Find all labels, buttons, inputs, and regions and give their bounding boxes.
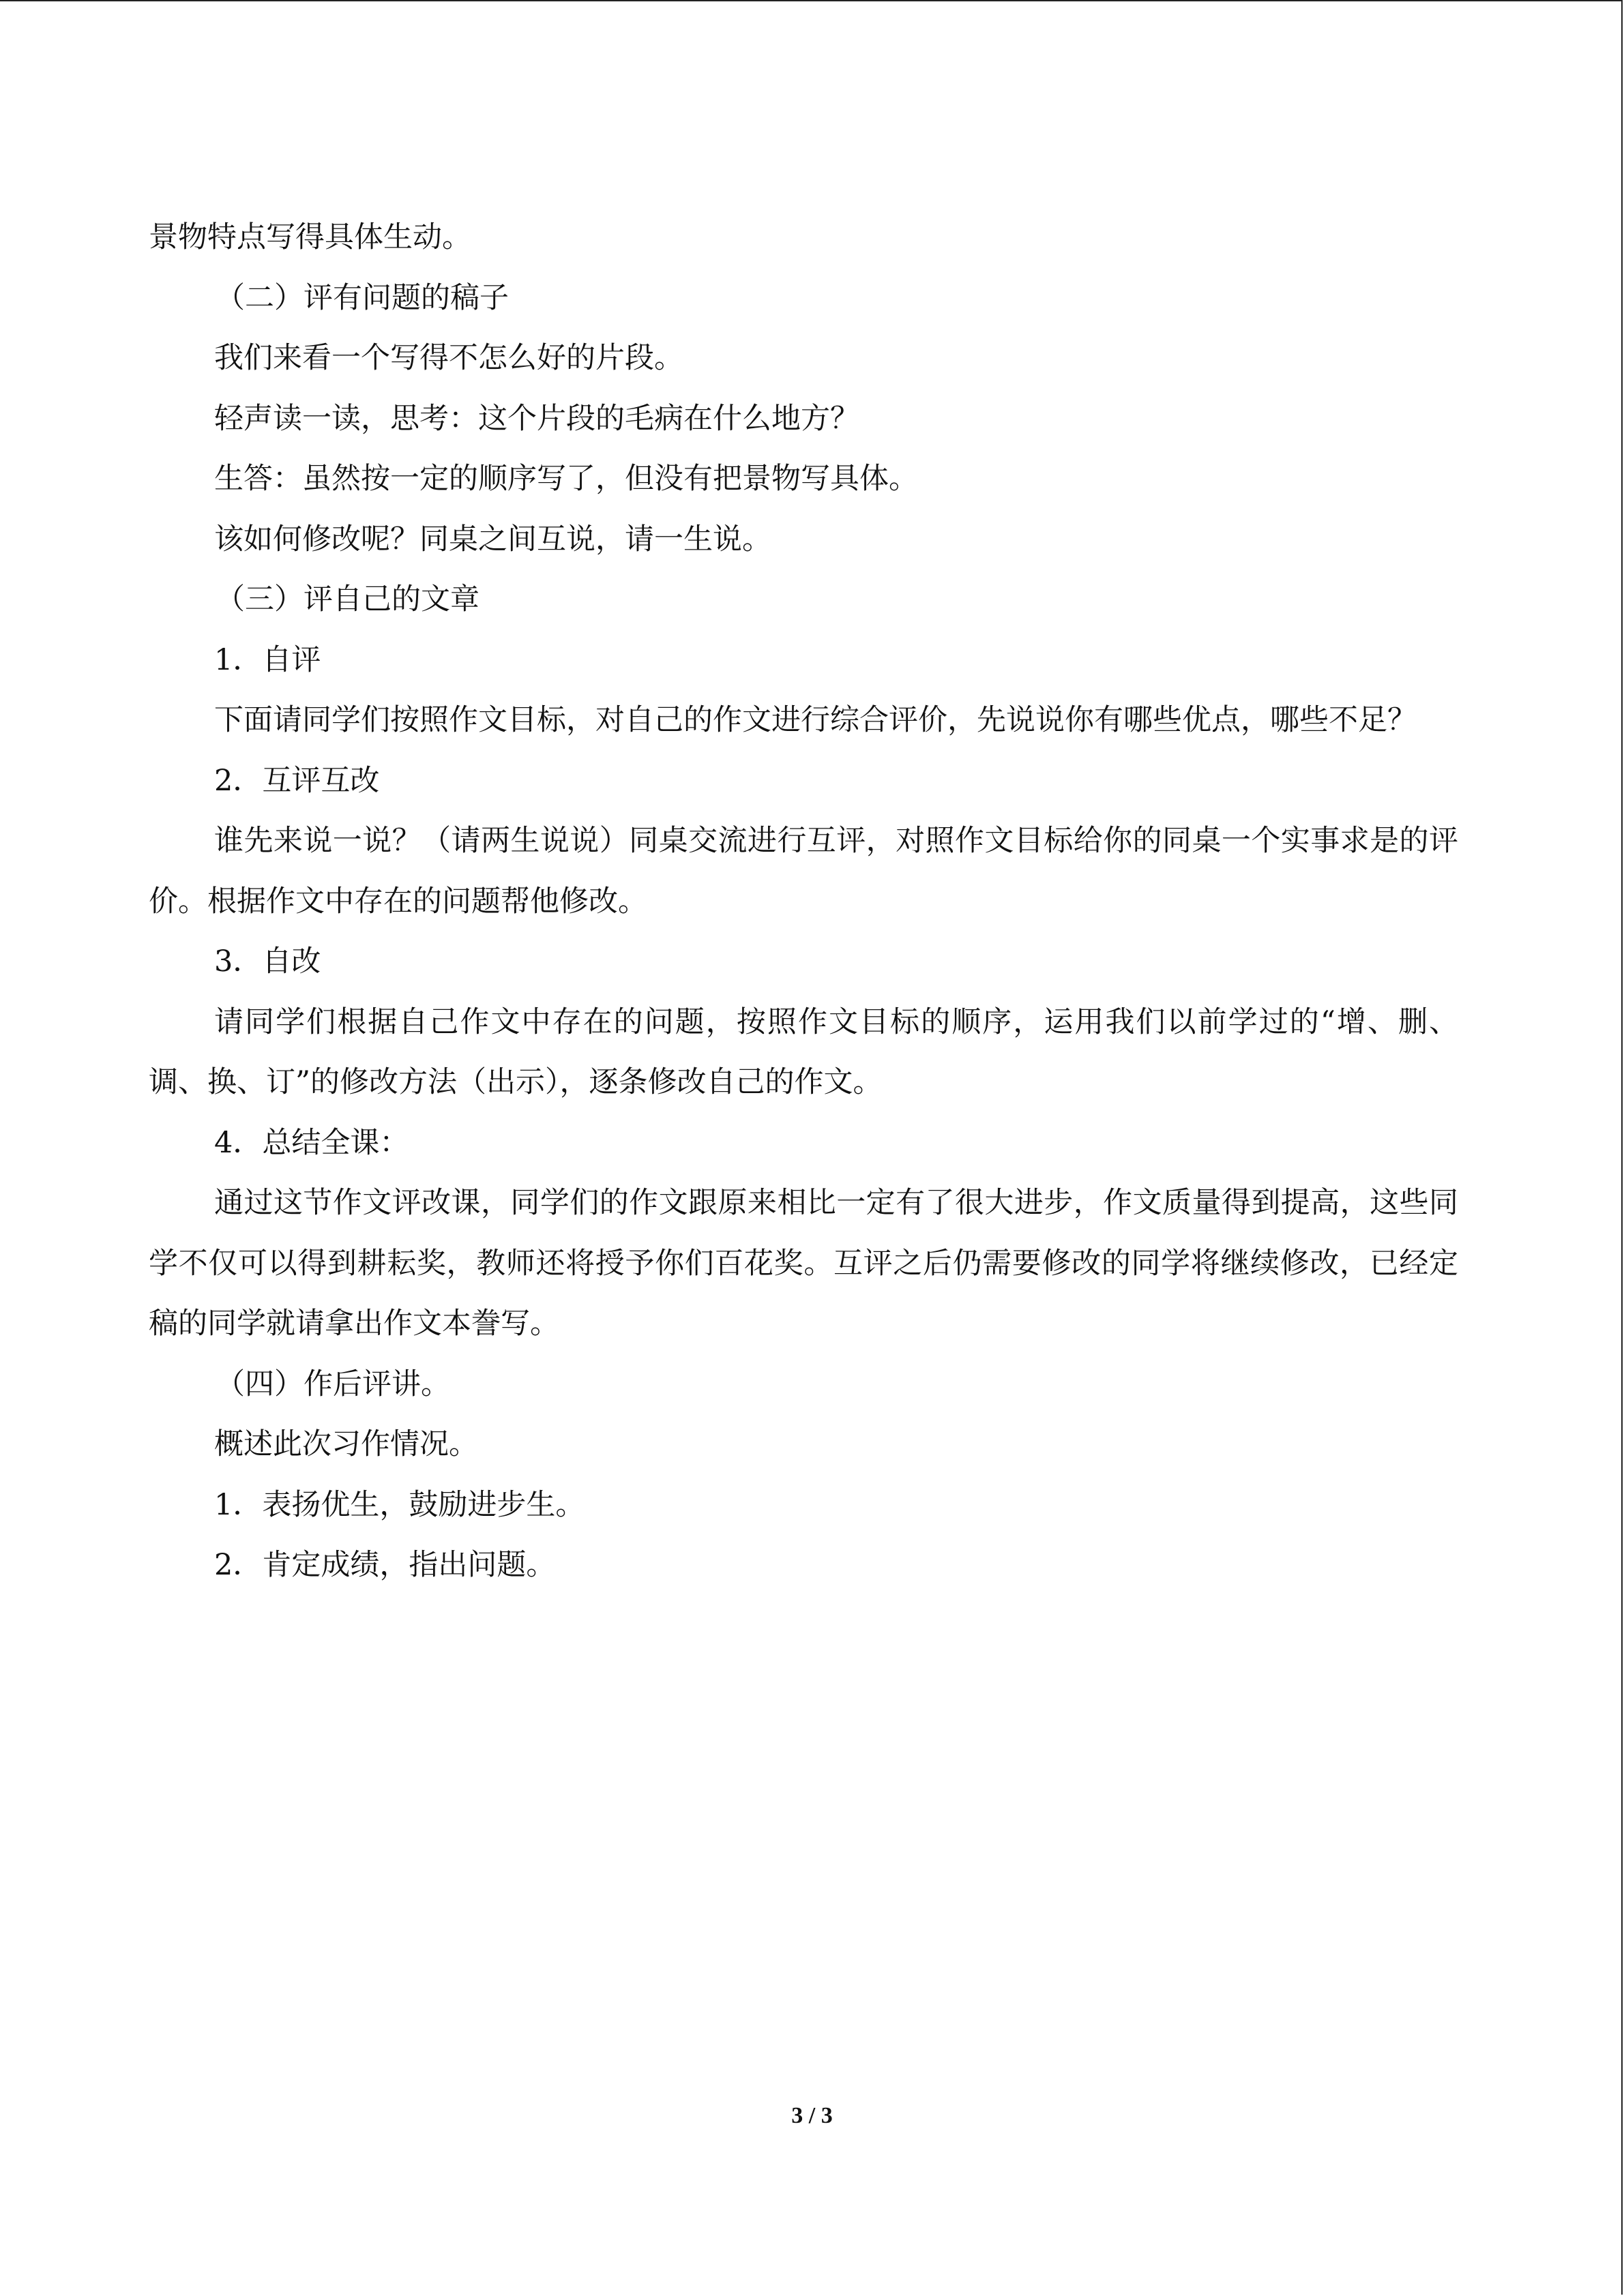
- subheading-peer-review: 2．互评互改: [214, 763, 380, 798]
- document-body: [149, 207, 1458, 1596]
- paragraph: 概述此次习作情况。: [214, 1427, 478, 1461]
- subheading-self-revise: 3．自改: [214, 944, 321, 979]
- paragraph-continuation: 景物特点写得具体生动。: [149, 220, 471, 254]
- paragraph: 通过这节作文评改课，同学们的作文跟原来相比一定有了很大进步，作文质量得到提高，这些同学不仅可以得到耕耘奖，教师还将授予你们百花奖。互评之后仍需要修改的同学将继续修改，已经定稿的同学就请拿出作文本誊写。: [149, 1186, 1458, 1341]
- list-item: 1．表扬优生，鼓励进步生。: [214, 1487, 585, 1522]
- paragraph: 该如何修改呢？同桌之间互说，请一生说。: [214, 522, 771, 556]
- paragraph: 轻声读一读，思考：这个片段的毛病在什么地方？: [214, 401, 859, 436]
- subheading-self-review: 1．自评: [214, 642, 321, 677]
- paragraph: 请同学们根据自己作文中存在的问题，按照作文目标的顺序，运用我们以前学过的“增、删、调、换、订”的修改方法（出示），逐条修改自己的作文。: [149, 1004, 1458, 1099]
- section-heading-3: （三）评自己的文章: [216, 582, 479, 616]
- paragraph: 下面请同学们按照作文目标，对自己的作文进行综合评价，先说说你有哪些优点，哪些不足？: [214, 703, 1417, 737]
- list-item: 2．肯定成绩，指出问题。: [214, 1548, 556, 1582]
- page-number: 3 / 3: [791, 2103, 833, 2128]
- section-heading-2: （二）评有问题的稿子: [216, 280, 509, 315]
- subheading-summary: 4．总结全课：: [214, 1125, 409, 1160]
- paragraph: 生答：虽然按一定的顺序写了，但没有把景物写具体。: [214, 462, 918, 496]
- paragraph: 我们来看一个写得不怎么好的片段。: [214, 341, 683, 375]
- paragraph: 谁先来说一说？（请两生说说）同桌交流进行互评，对照作文目标给你的同桌一个实事求是的评价。根据作文中存在的问题帮他修改。: [149, 824, 1458, 919]
- section-heading-4: （四）作后评讲。: [216, 1367, 450, 1401]
